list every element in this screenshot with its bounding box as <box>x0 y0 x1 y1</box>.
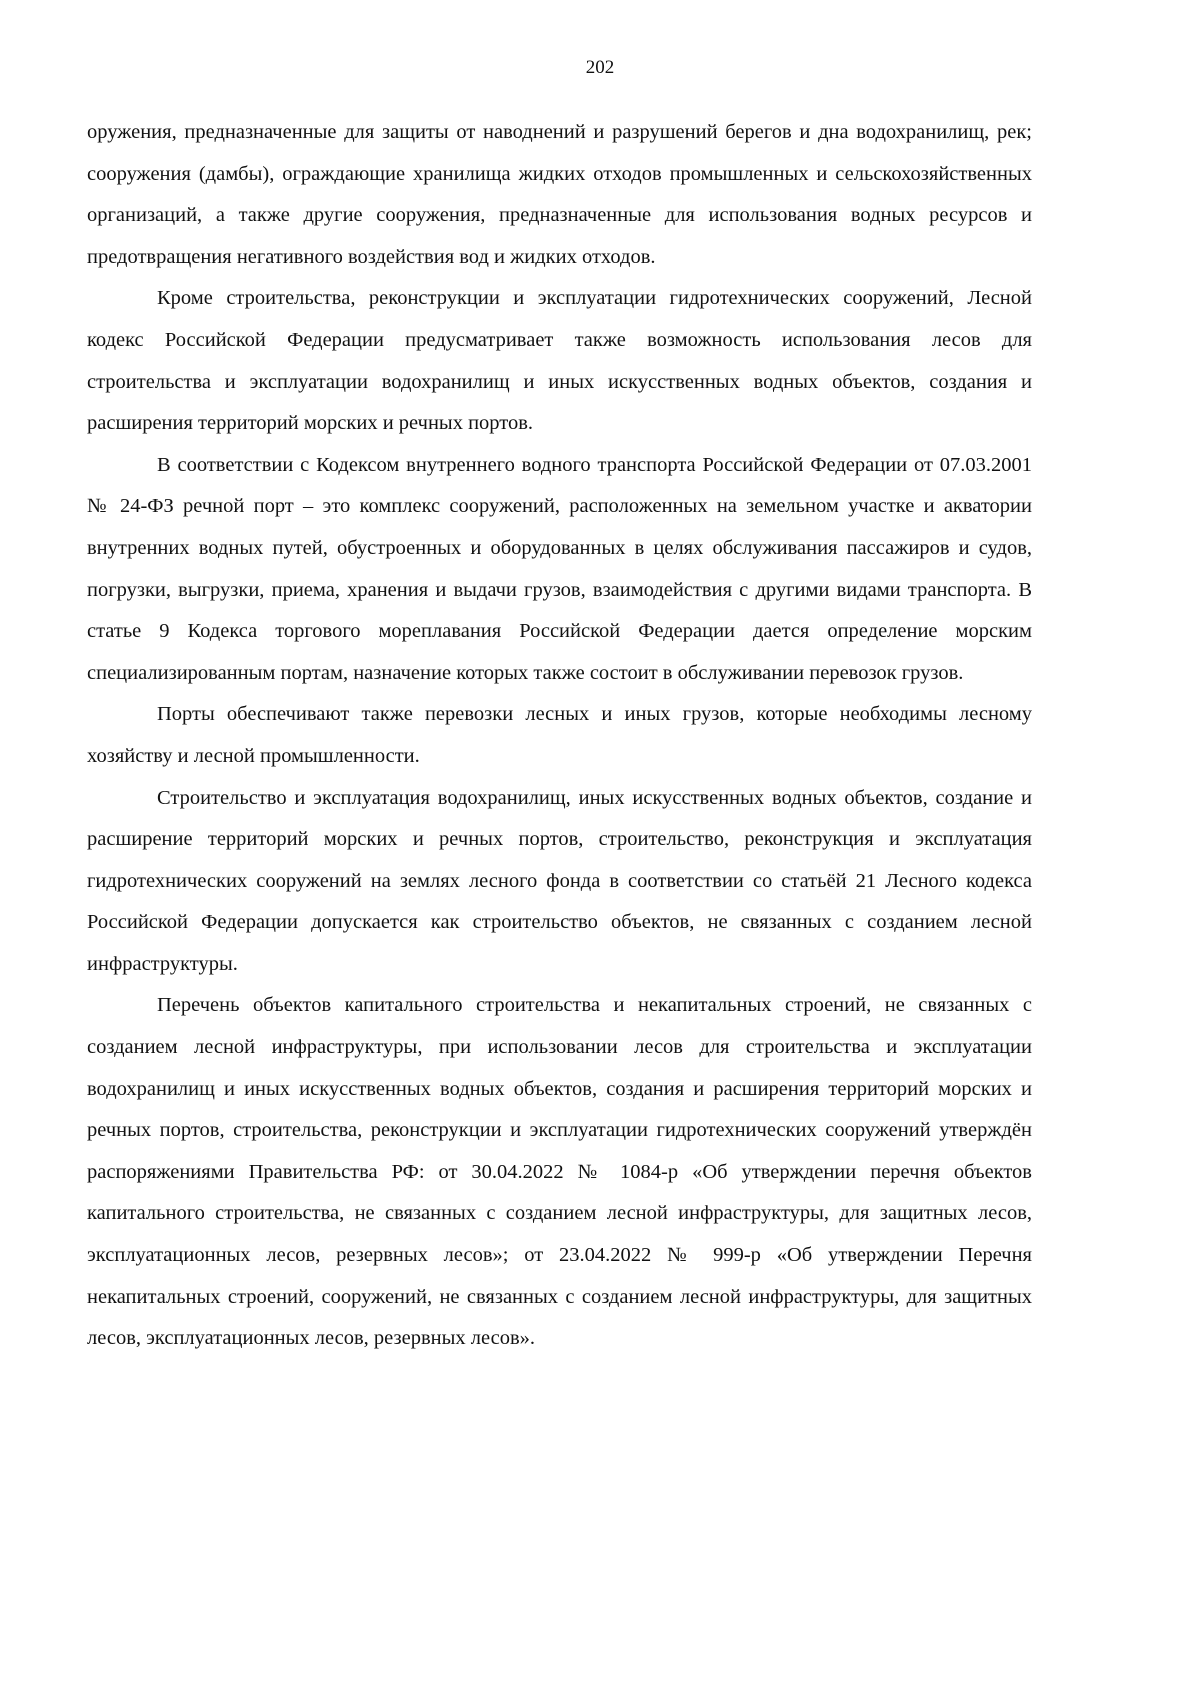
paragraph-river-port: В соответствии с Кодексом внутреннего водного транспорта Российской Федерации от 07.03.2001 № 24-ФЗ речной порт – это комплекс сооружений, расположенных на земельном участке и акватории внутренних водных путей, обустроенных и оборудованных в целях обслуживания пассажиров и судов, погрузки, выгрузки, приема, хранения и выдачи грузов, взаимодействия с другими видами транспорта. В статье 9 Кодекса торгового мореплавания Российской Федерации дается определение морским специализированным портам, назначение которых также состоит в обслуживании перевозок грузов. <box>87 453 1032 684</box>
paragraph-construction: Строительство и эксплуатация водохранилищ, иных искусственных водных объектов, создание и расширение территорий морских и речных портов, строительство, реконструкция и эксплуатация гидротехнических сооружений на землях лесного фонда в соответствии со статьёй 21 Лесного кодекса Российской Федерации допускается как строительство объектов, не связанных с созданием лесной инфраструктуры. <box>87 786 1032 975</box>
paragraph-forest-code: Кроме строительства, реконструкции и эксплуатации гидротехнических сооружений, Лесной кодекс Российской Федерации предусматривает также возможность использования лесов для строительства и эксплуатации водохранилищ и иных искусственных водных объектов, создания и расширения территорий морских и речных портов. <box>87 287 1032 435</box>
paragraph-ports-cargo: Порты обеспечивают также перевозки лесных и иных грузов, которые необходимы лесному хозяйству и лесной промышленности. <box>87 703 1032 767</box>
paragraph-object-list: Перечень объектов капитального строительства и некапитальных строений, не связанных с созданием лесной инфраструктуры, при использовании лесов для строительства и эксплуатации водохранилищ и иных искусственных водных объектов, создания и расширения территорий морских и речных портов, строительства, реконструкции и эксплуатации гидротехнических сооружений утверждён распоряжениями Правительства РФ: от 30.04.2022 № 1084-р «Об утверждении перечня объектов капитального строительства, не связанных с созданием лесной инфраструктуры, для защитных лесов, эксплуатационных лесов, резервных лесов»; от 23.04.2022 № 999-р «Об утверждении Перечня некапитальных строений, сооружений, не связанных с созданием лесной инфраструктуры, для защитных лесов, эксплуатационных лесов, резервных лесов». <box>87 994 1032 1350</box>
page-number: 202 <box>585 57 615 78</box>
body-text <box>87 112 1032 1360</box>
paragraph-continuation: оружения, предназначенные для защиты от наводнений и разрушений берегов и дна водохранилищ, рек; сооружения (дамбы), ограждающие хранилища жидких отходов промышленных и сельскохозяйственных организаций, а также другие сооружения, предназначенные для использования водных ресурсов и предотвращения негативного воздействия вод и жидких отходов. <box>87 121 1032 268</box>
